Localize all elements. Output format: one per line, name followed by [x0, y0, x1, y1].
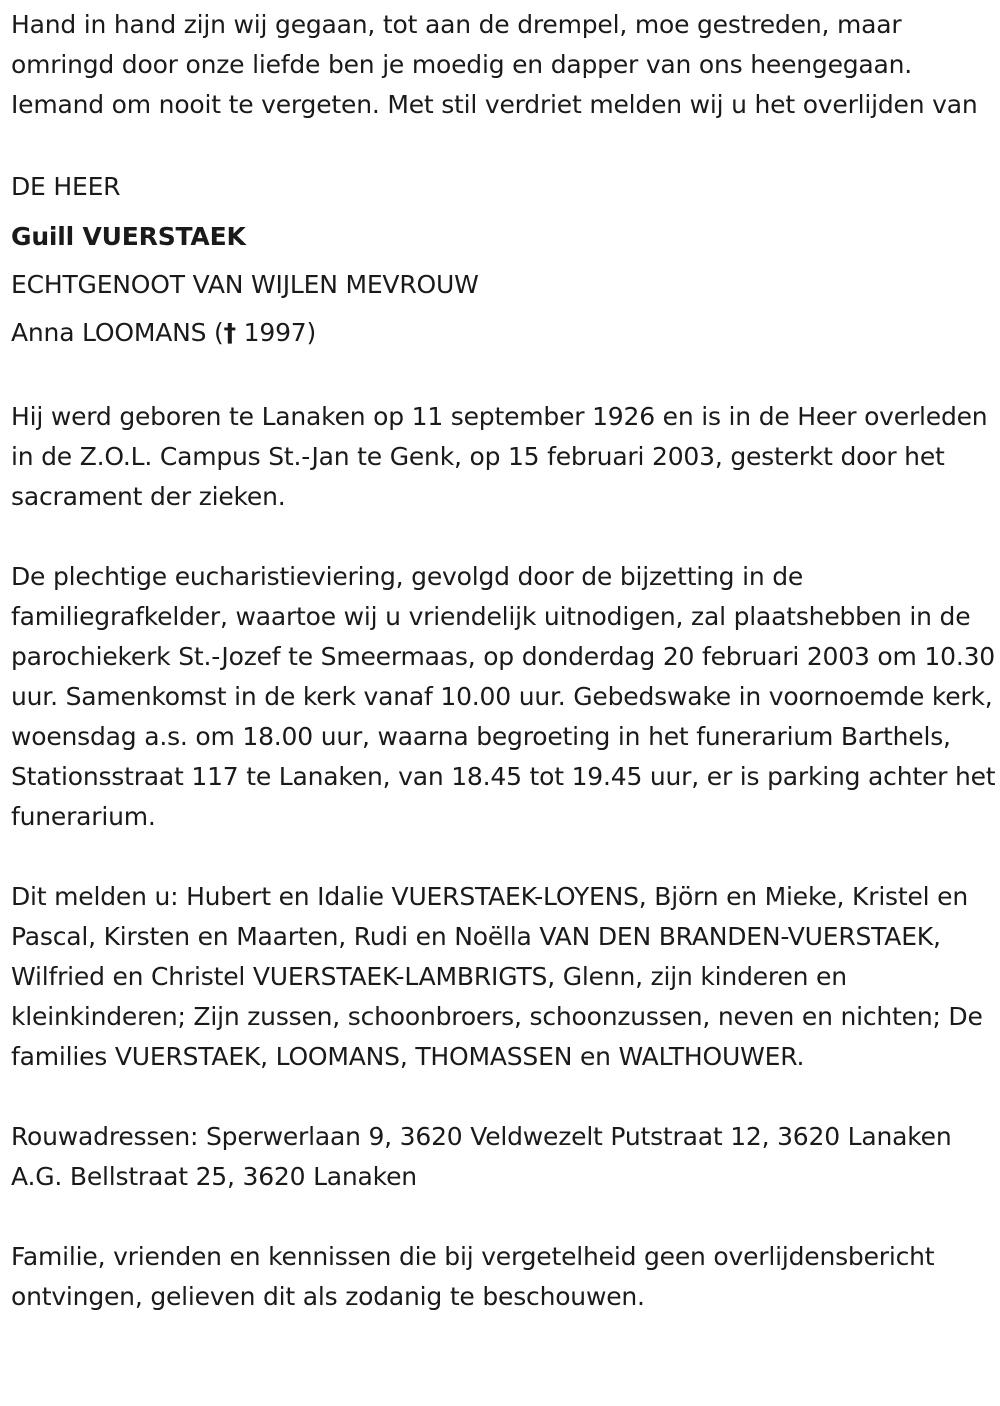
cross-icon: †: [223, 318, 236, 347]
ceremony-paragraph: De plechtige eucharistieviering, gevolgd door de bijzetting in de familiegrafkelder, waartoe wij u vriendelijk uitnodigen, zal plaatshebben in de parochiekerk St.-Jozef te Smeermaas, op donderdag 20 februari 2003 om 10.30 uur. Samenkomst in de kerk vanaf 10.00 uur. Gebedswake in voornoemde kerk, woensdag a.s. om 18.00 uur, waarna begroeting in het funerarium Barthels, Stationsstraat 117 te Lanaken, van 18.45 tot 19.45 uur, er is parking achter het funerarium.: [11, 562, 996, 831]
spouse-name: Anna LOOMANS (: [11, 318, 224, 347]
closing-paragraph: Familie, vrienden en kennissen die bij vergetelheid geen overlijdensbericht ontvingen, gelieven dit als zodanig te beschouwen.: [11, 1242, 935, 1311]
intro-paragraph: Hand in hand zijn wij gegaan, tot aan de drempel, moe gestreden, maar omringd door onze liefde ben je moedig en dapper van ons heengegaan. Iemand om nooit te vergeten. Met stil verdriet melden wij u het overlijden van: [11, 10, 978, 119]
obituary-document: [11, 5, 996, 1317]
honorific-title: DE HEER: [11, 172, 121, 201]
birth-death-paragraph: Hij werd geboren te Lanaken op 11 september 1926 en is in de Heer overleden in de Z.O.L. Campus St.-Jan te Genk, op 15 februari 2003, gesterkt door het sacrament der zieken.: [11, 402, 988, 511]
addresses-paragraph: Rouwadressen: Sperwerlaan 9, 3620 Veldwezelt Putstraat 12, 3620 Lanaken A.G. Bellstraat 25, 3620 Lanaken: [11, 1122, 952, 1191]
relation-line: ECHTGENOOT VAN WIJLEN MEVROUW: [11, 270, 479, 299]
spouse-year: 1997): [235, 318, 317, 347]
family-paragraph: Dit melden u: Hubert en Idalie VUERSTAEK-LOYENS, Björn en Mieke, Kristel en Pascal, Kirsten en Maarten, Rudi en Noëlla VAN DEN BRANDEN-VUERSTAEK, Wilfried en Christel VUERSTAEK-LAMBRIGTS, Glenn, zijn kinderen en kleinkinderen; Zijn zussen, schoonbroers, schoonzussen, neven en nichten; De families VUERSTAEK, LOOMANS, THOMASSEN en WALTHOUWER.: [11, 882, 983, 1071]
spouse-line: [11, 309, 996, 357]
deceased-block: [11, 165, 996, 357]
deceased-name: Guill VUERSTAEK: [11, 222, 246, 251]
